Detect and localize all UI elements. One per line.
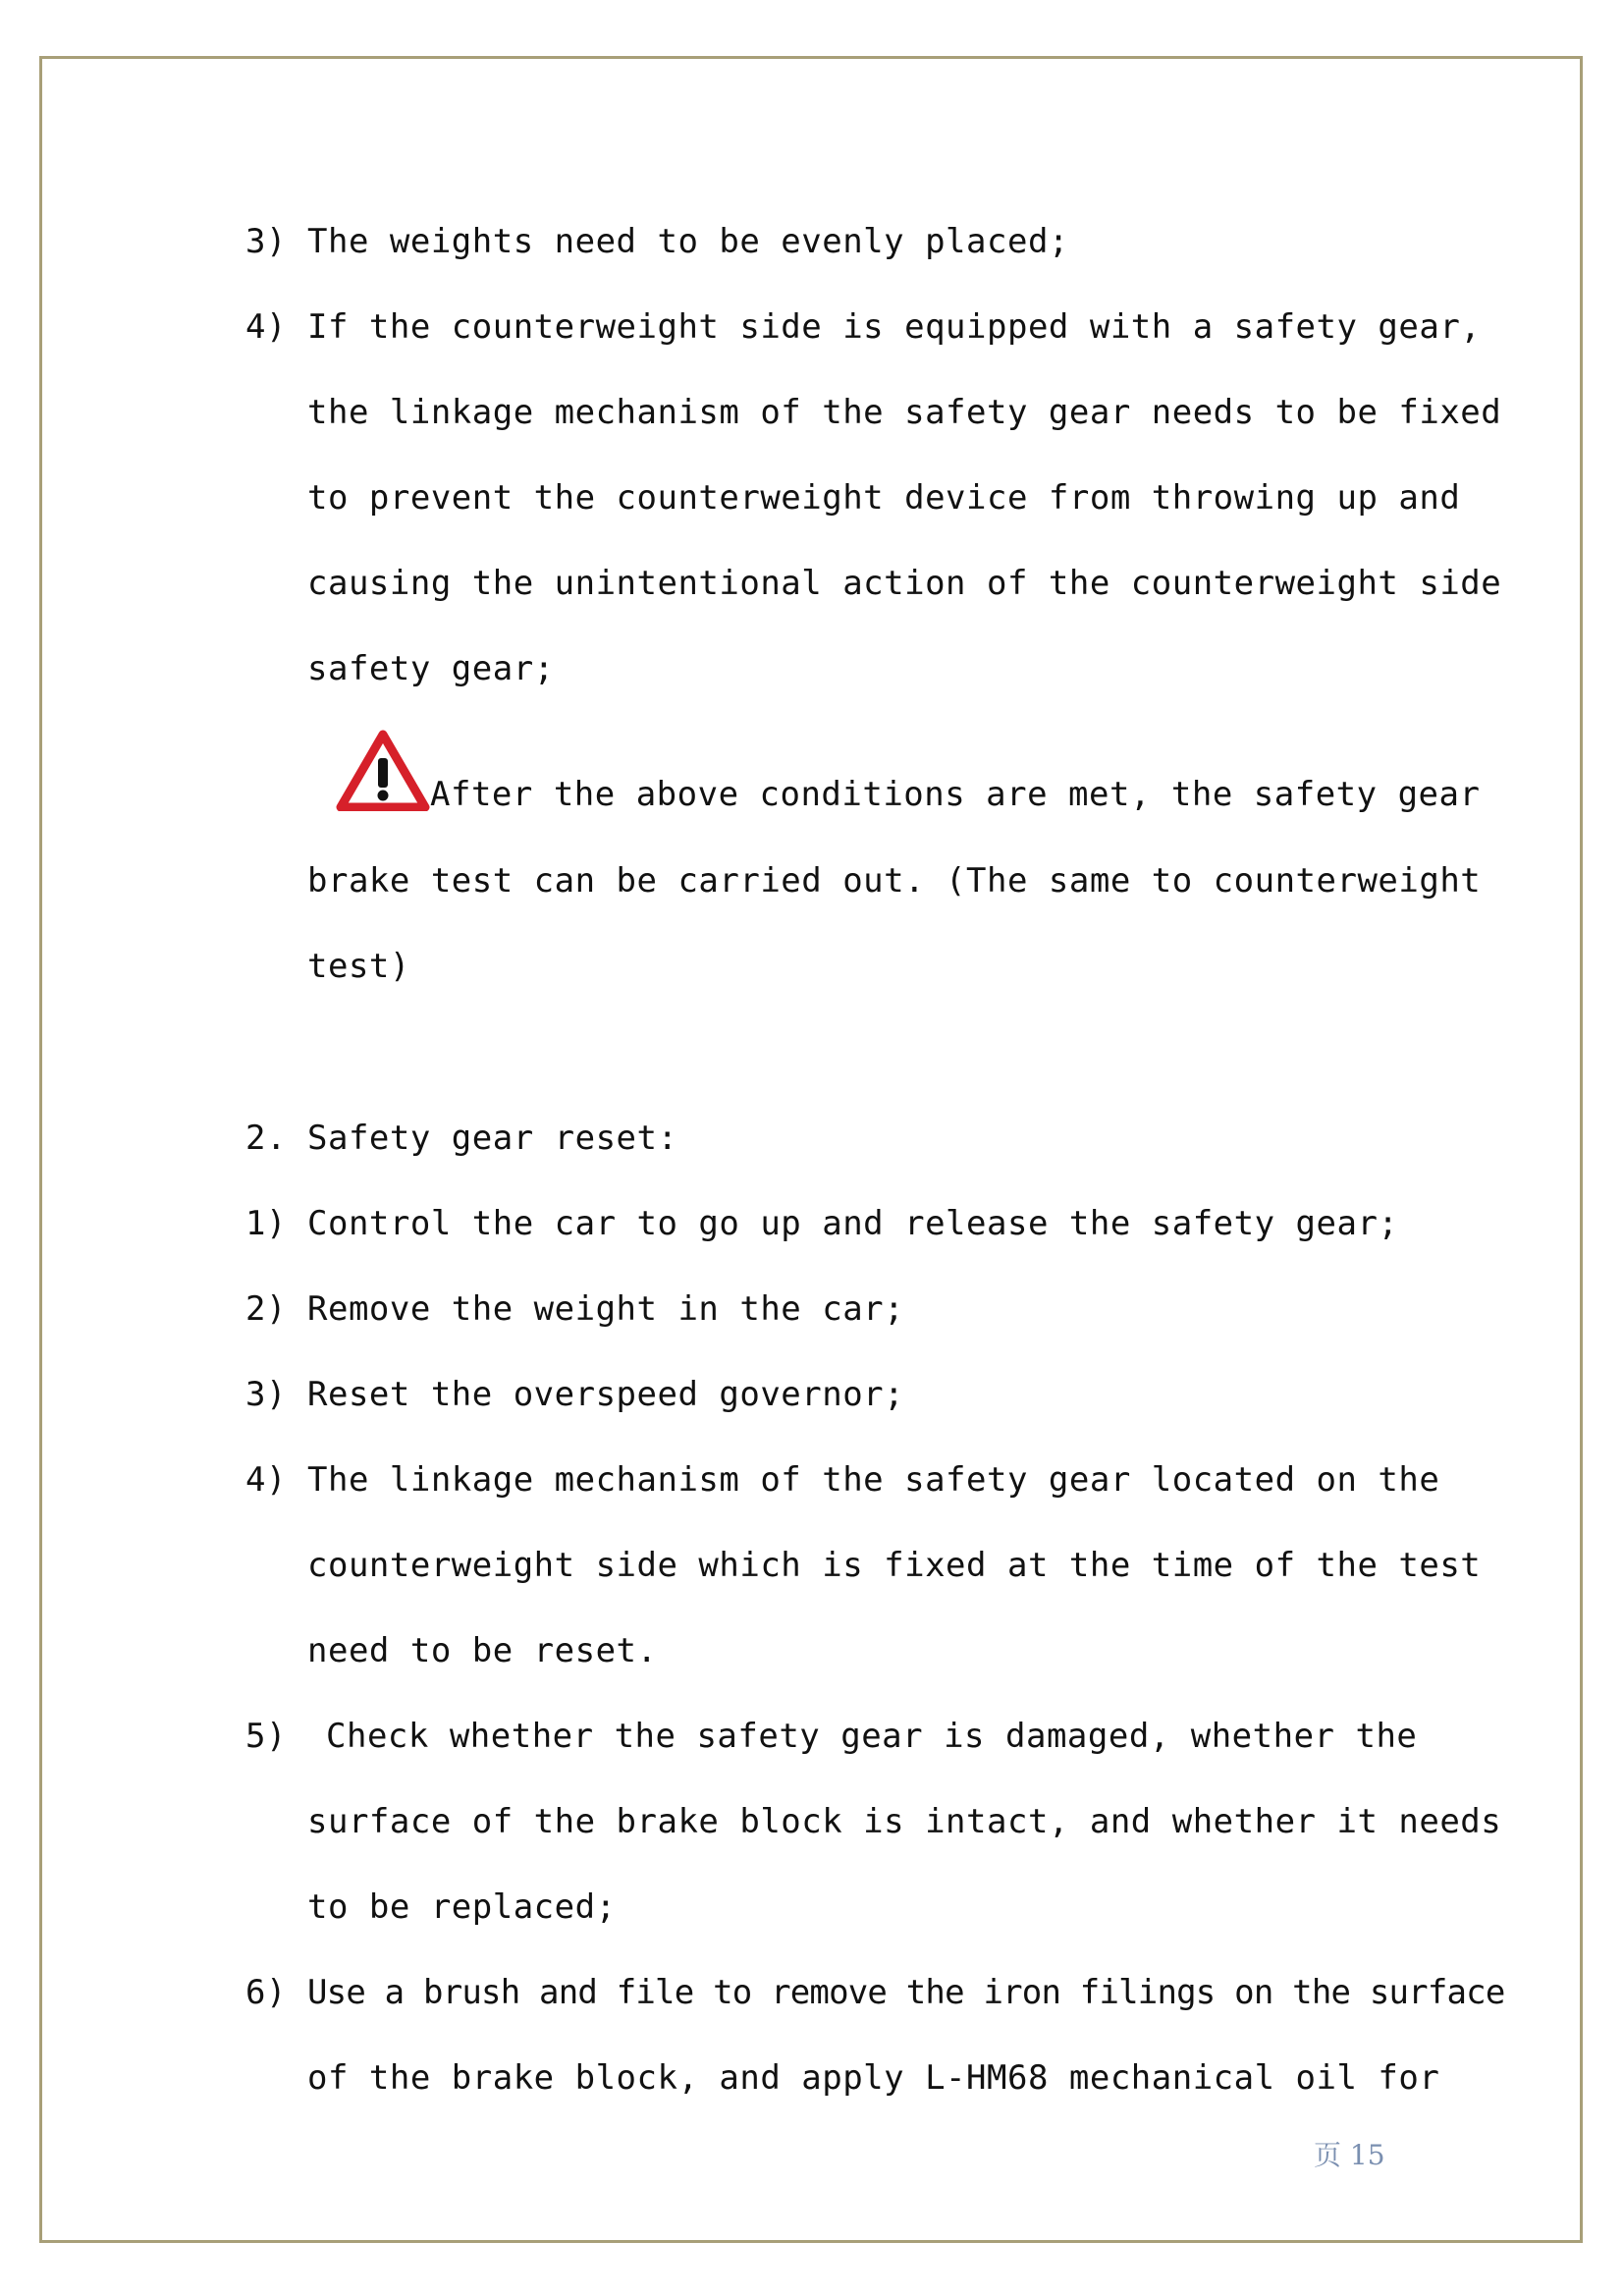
warning-triangle-icon (336, 729, 430, 811)
text-line: The linkage mechanism of the safety gear located on the (307, 1460, 1440, 1500)
list-number: 4) (245, 1460, 287, 1500)
text-line: causing the unintentional action of the counterweight side (307, 564, 1502, 603)
list-number: 3) (245, 222, 287, 261)
list-number: 2) (245, 1289, 287, 1329)
section-number: 2. (245, 1119, 287, 1158)
list-number: 6) (245, 1973, 287, 2012)
warning-text-line: After the above conditions are met, the safety gear (430, 775, 1481, 814)
text-line: to be replaced; (307, 1887, 617, 1927)
page-number: 页 15 (1314, 2139, 1385, 2171)
text-line: Reset the overspeed governor; (307, 1375, 905, 1414)
text-line: brake test can be carried out. (The same to counterweight (307, 861, 1482, 901)
text-line: of the brake block, and apply L-HM68 mechanical oil for (307, 2058, 1440, 2098)
list-number: 4) (245, 307, 287, 347)
text-line: the linkage mechanism of the safety gear needs to be fixed (307, 393, 1502, 432)
section-heading: Safety gear reset: (307, 1119, 678, 1158)
text-line: Control the car to go up and release the safety gear; (307, 1204, 1399, 1243)
text-line: Use a brush and file to remove the iron filings on the surface (307, 1973, 1505, 2012)
text-line: safety gear; (307, 649, 555, 688)
text-line: surface of the brake block is intact, and whether it needs (307, 1802, 1502, 1841)
text-line: test) (307, 947, 410, 986)
text-line: counterweight side which is fixed at the time of the test (307, 1546, 1482, 1585)
text-line: The weights need to be evenly placed; (307, 222, 1069, 261)
text-line: Remove the weight in the car; (307, 1289, 905, 1329)
list-number: 3) (245, 1375, 287, 1414)
text-line: need to be reset. (307, 1631, 658, 1670)
list-number: 1) (245, 1204, 287, 1243)
text-line: If the counterweight side is equipped with a safety gear, (307, 307, 1482, 347)
text-line: to prevent the counterweight device from throwing up and (307, 478, 1461, 518)
list-number: 5) (245, 1717, 287, 1756)
text-line: Check whether the safety gear is damaged, whether the (326, 1717, 1418, 1756)
